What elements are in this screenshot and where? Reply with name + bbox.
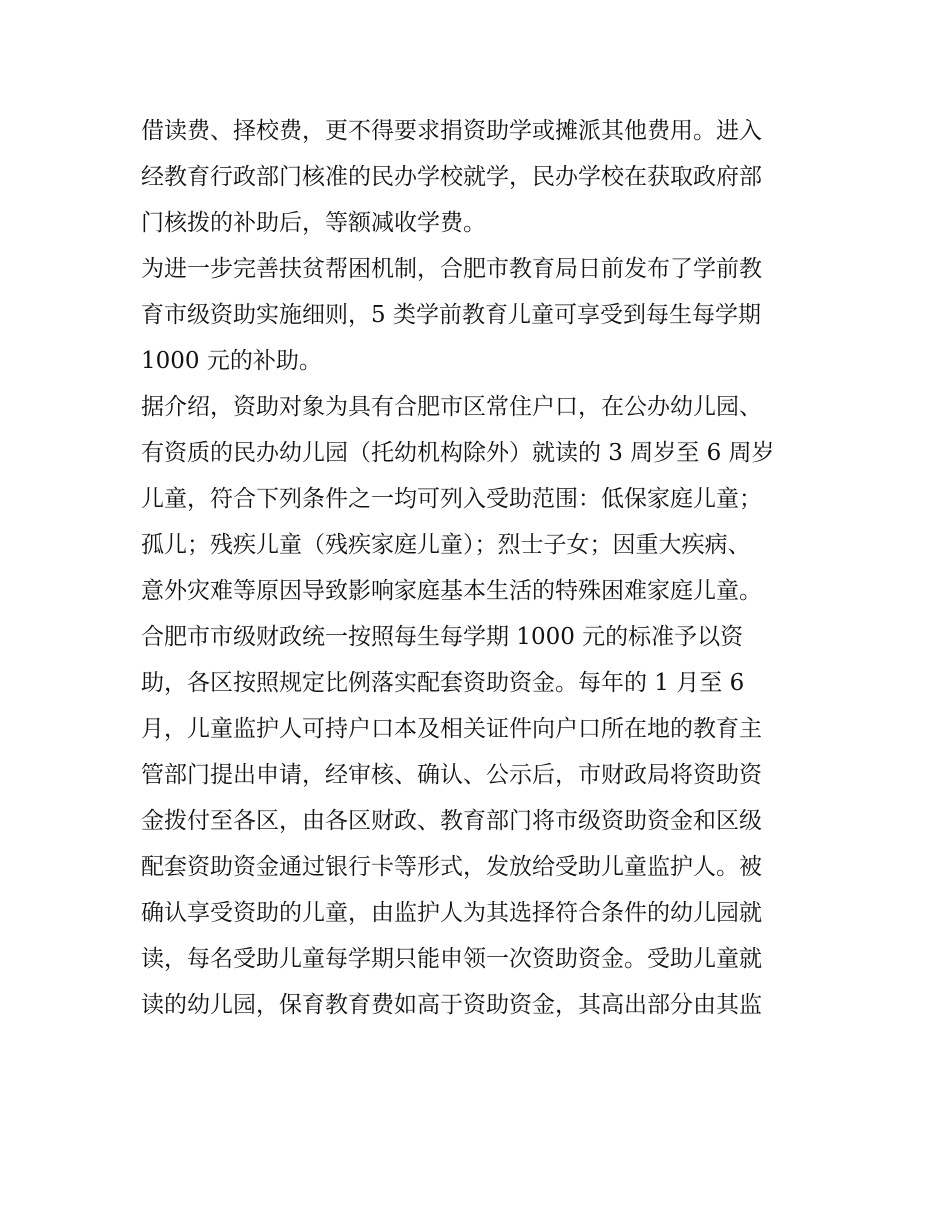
document-body: [141, 108, 821, 1028]
text-line: 门核拨的补助后，等额减收学费。: [141, 210, 486, 236]
text-line: 确认享受资助的儿童，由监护人为其选择符合条件的幼儿园就: [141, 900, 762, 926]
text-line: 为进一步完善扶贫帮困机制，合肥市教育局日前发布了学前教: [141, 256, 762, 282]
text-line: 金拨付至各区，由各区财政、教育部门将市级资助资金和区级: [141, 808, 762, 834]
text-line: 据介绍，资助对象为具有合肥市区常住户口，在公办幼儿园、: [141, 394, 762, 420]
text-line: 管部门提出申请，经审核、确认、公示后，市财政局将资助资: [141, 762, 762, 788]
text-line: 有资质的民办幼儿园（托幼机构除外）就读的 3 周岁至 6 周岁: [141, 440, 775, 466]
text-line: 合肥市市级财政统一按照每生每学期 1000 元的标准予以资: [141, 624, 744, 650]
text-line: 孤儿；残疾儿童（残疾家庭儿童）；烈士子女；因重大疾病、: [141, 532, 751, 558]
text-line: 借读费、择校费，更不得要求捐资助学或摊派其他费用。进入: [141, 118, 762, 144]
text-line: 儿童，符合下列条件之一均可列入受助范围：低保家庭儿童；: [141, 486, 762, 512]
text-line: 月，儿童监护人可持户口本及相关证件向户口所在地的教育主: [141, 716, 762, 742]
text-line: 读的幼儿园，保育教育费如高于资助资金，其高出部分由其监: [141, 992, 762, 1018]
text-line: 育市级资助实施细则，5 类学前教育儿童可享受到每生每学期: [141, 302, 761, 328]
text-line: 1000 元的补助。: [141, 348, 322, 374]
text-line: 经教育行政部门核准的民办学校就学，民办学校在获取政府部: [141, 164, 762, 190]
text-line: 意外灾难等原因导致影响家庭基本生活的特殊困难家庭儿童。: [141, 578, 762, 604]
text-line: 配套资助资金通过银行卡等形式，发放给受助儿童监护人。被: [141, 854, 762, 880]
text-line: 读，每名受助儿童每学期只能申领一次资助资金。受助儿童就: [141, 946, 762, 972]
text-line: 助，各区按照规定比例落实配套资助资金。每年的 1 月至 6: [141, 670, 745, 696]
